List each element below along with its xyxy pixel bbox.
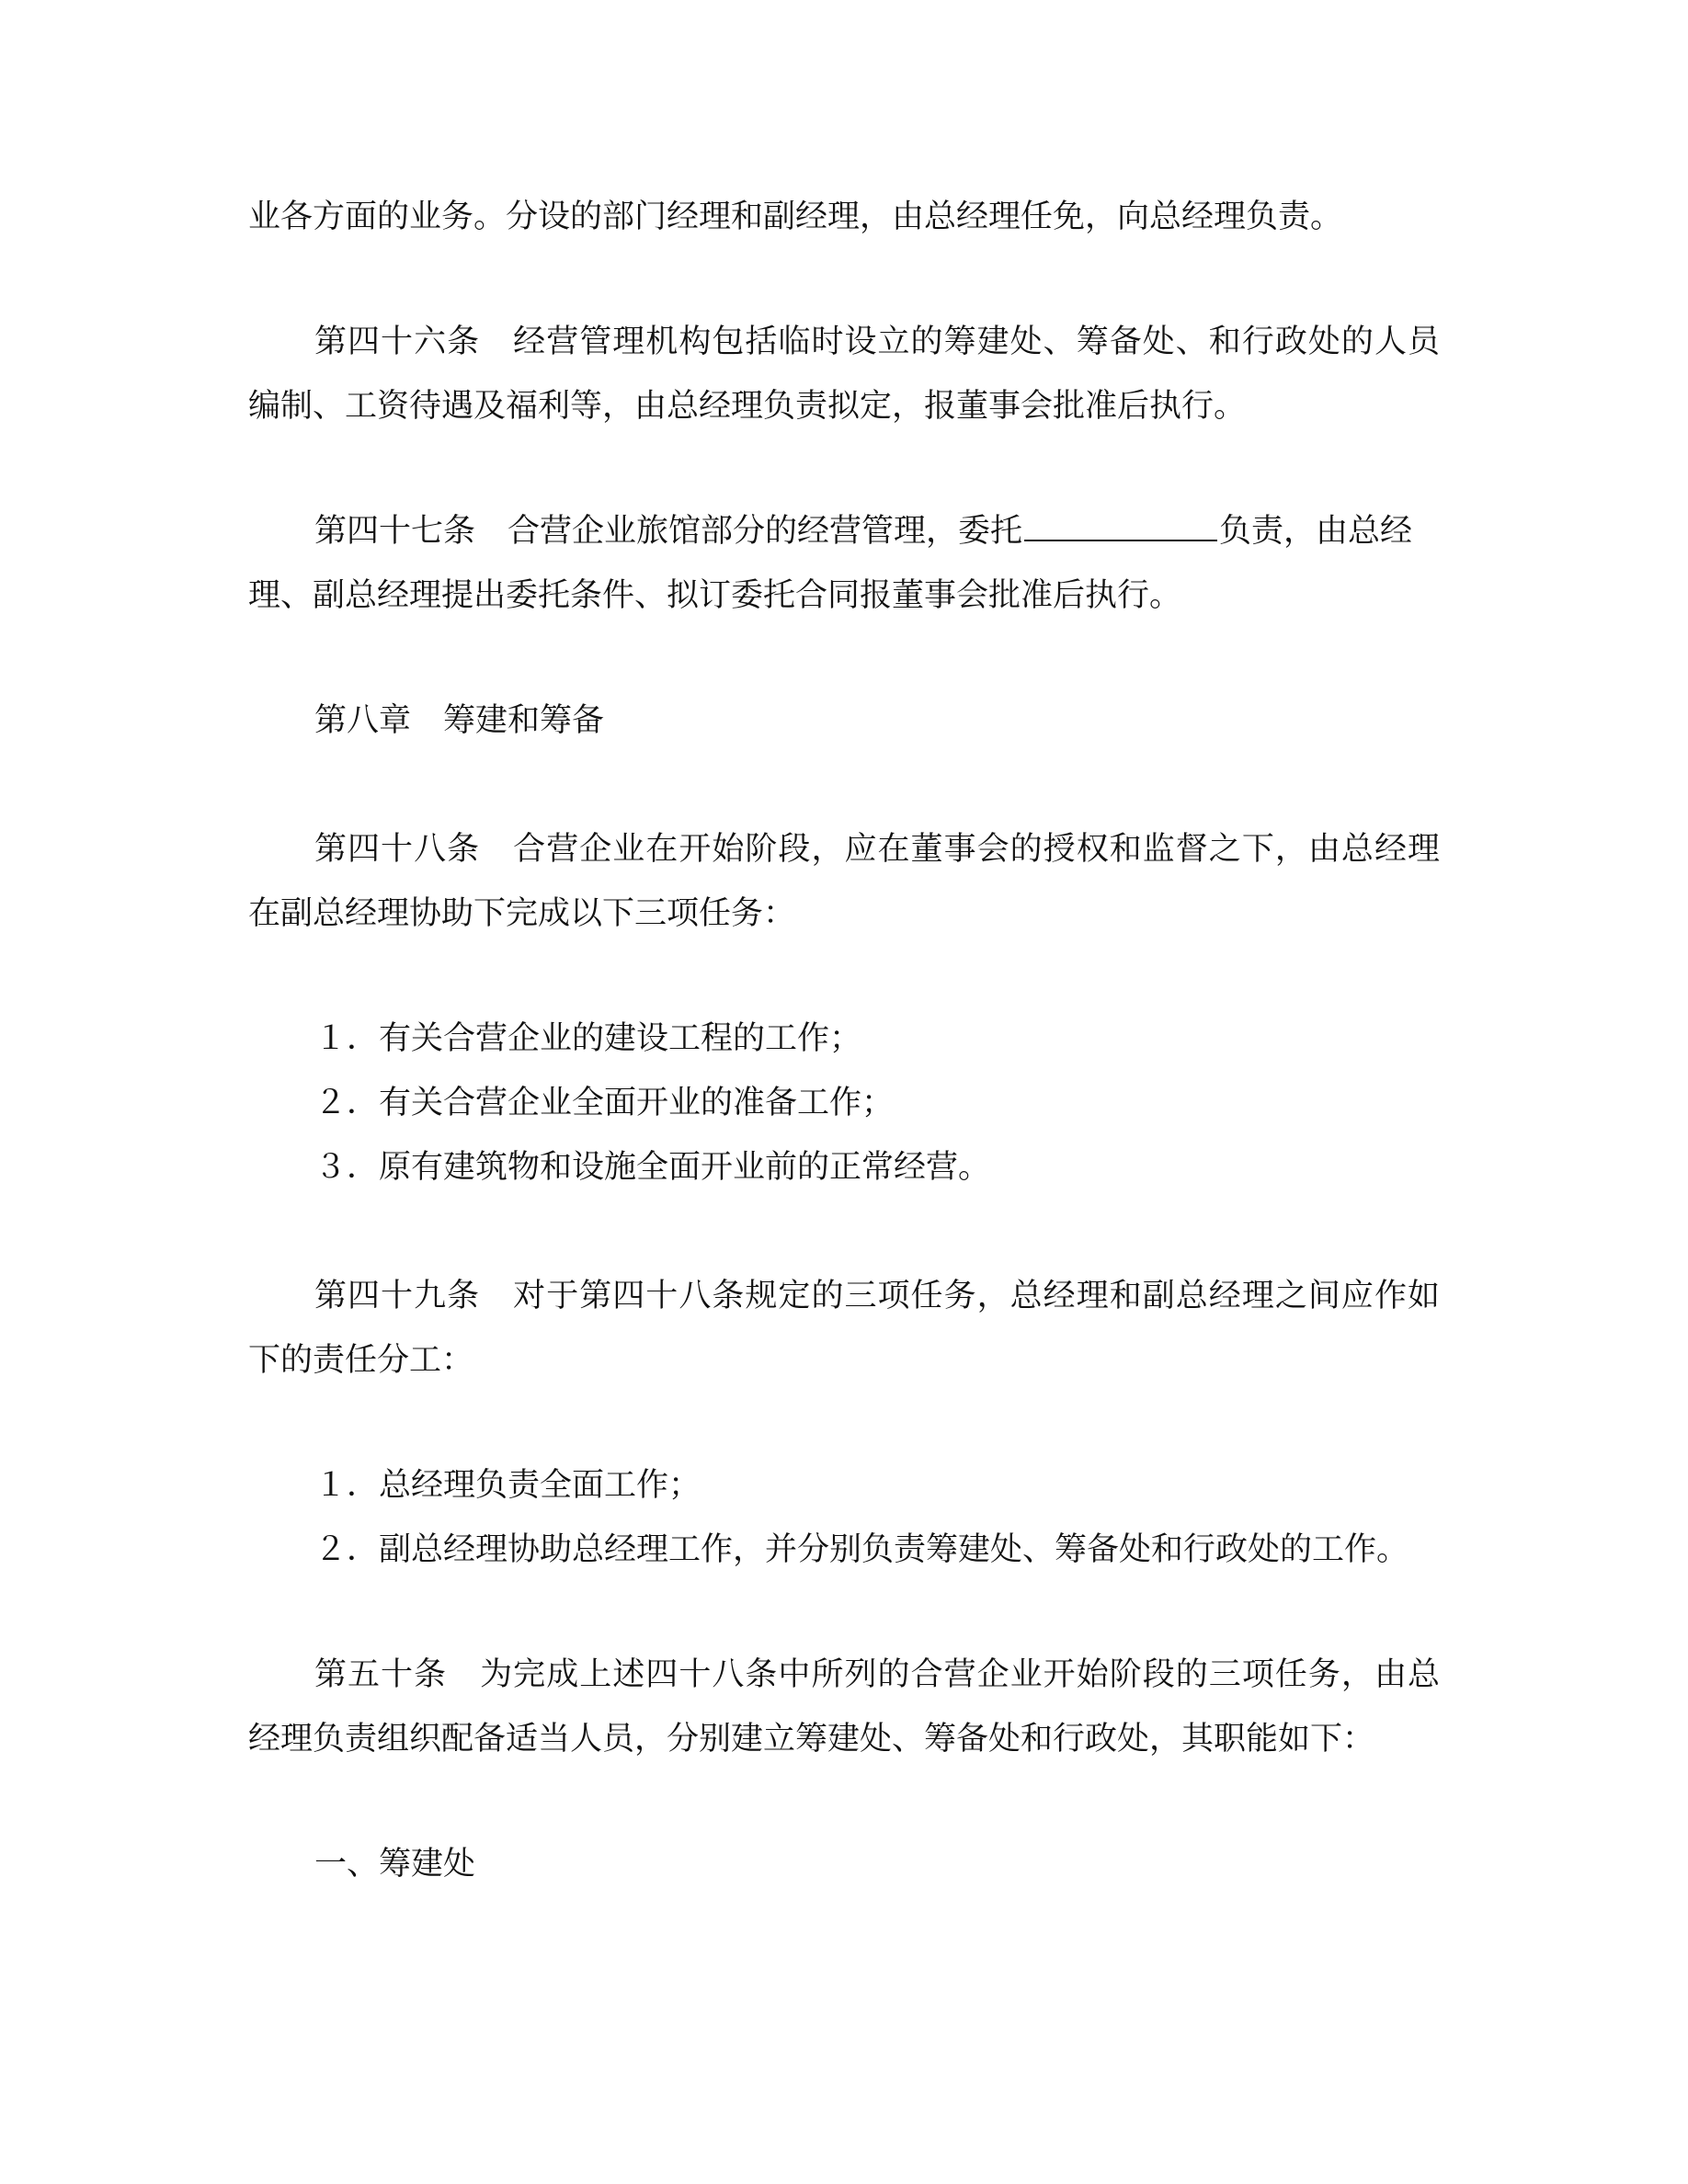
article-49-list-item-1: １．总经理负责全面工作； [314, 1467, 701, 1504]
article-47-line-1 [314, 511, 1412, 552]
chapter-8-heading: 第八章 筹建和筹备 [314, 702, 605, 739]
paragraph-continuation-line: 业各方面的业务。分设的部门经理和副经理，由总经理任免，向总经理负责。 [248, 199, 1343, 235]
fill-in-blank [1024, 512, 1217, 541]
article-48-text-1: 第四十八条 合营企业在开始阶段，应在董事会的授权和监督之下，由总经理 [314, 831, 1440, 868]
article-50-line-1 [314, 1655, 1440, 1695]
article-49-line-1 [314, 1276, 1440, 1316]
article-48-list-item-3: ３．原有建筑物和设施全面开业前的正常经营。 [314, 1149, 991, 1186]
article-46-line-1 [314, 322, 1440, 362]
article-49-text-1: 第四十九条 对于第四十八条规定的三项任务，总经理和副总经理之间应作如 [314, 1278, 1440, 1314]
article-47-text-before-blank: 第四十七条 合营企业旅馆部分的经营管理，委托 [314, 513, 1023, 550]
article-47-text-after-blank: 负责，由总经 [1219, 513, 1413, 550]
article-48-line-2: 在副总经理协助下完成以下三项任务： [248, 895, 796, 932]
article-50-line-2: 经理负责组织配备适当人员，分别建立筹建处、筹备处和行政处，其职能如下： [248, 1721, 1375, 1757]
article-46-line-2: 编制、工资待遇及福利等，由总经理负责拟定，报董事会批准后执行。 [248, 388, 1247, 425]
article-49-list-item-2: ２．副总经理协助总经理工作，并分别负责筹建处、筹备处和行政处的工作。 [314, 1531, 1409, 1568]
article-48-line-1 [314, 829, 1440, 870]
article-50-text-1: 第五十条 为完成上述四十八条中所列的合营企业开始阶段的三项任务，由总 [314, 1656, 1440, 1693]
article-46-text-1: 第四十六条 经营管理机构包括临时设立的筹建处、筹备处、和行政处的人员 [314, 324, 1440, 360]
article-48-list-item-1: １．有关合营企业的建设工程的工作； [314, 1020, 862, 1057]
article-48-list-item-2: ２．有关合营企业全面开业的准备工作； [314, 1085, 895, 1121]
article-49-line-2: 下的责任分工： [248, 1342, 474, 1379]
article-47-line-2: 理、副总经理提出委托条件、拟订委托合同报董事会批准后执行。 [248, 577, 1182, 614]
section-1-heading: 一、筹建处 [314, 1846, 476, 1883]
